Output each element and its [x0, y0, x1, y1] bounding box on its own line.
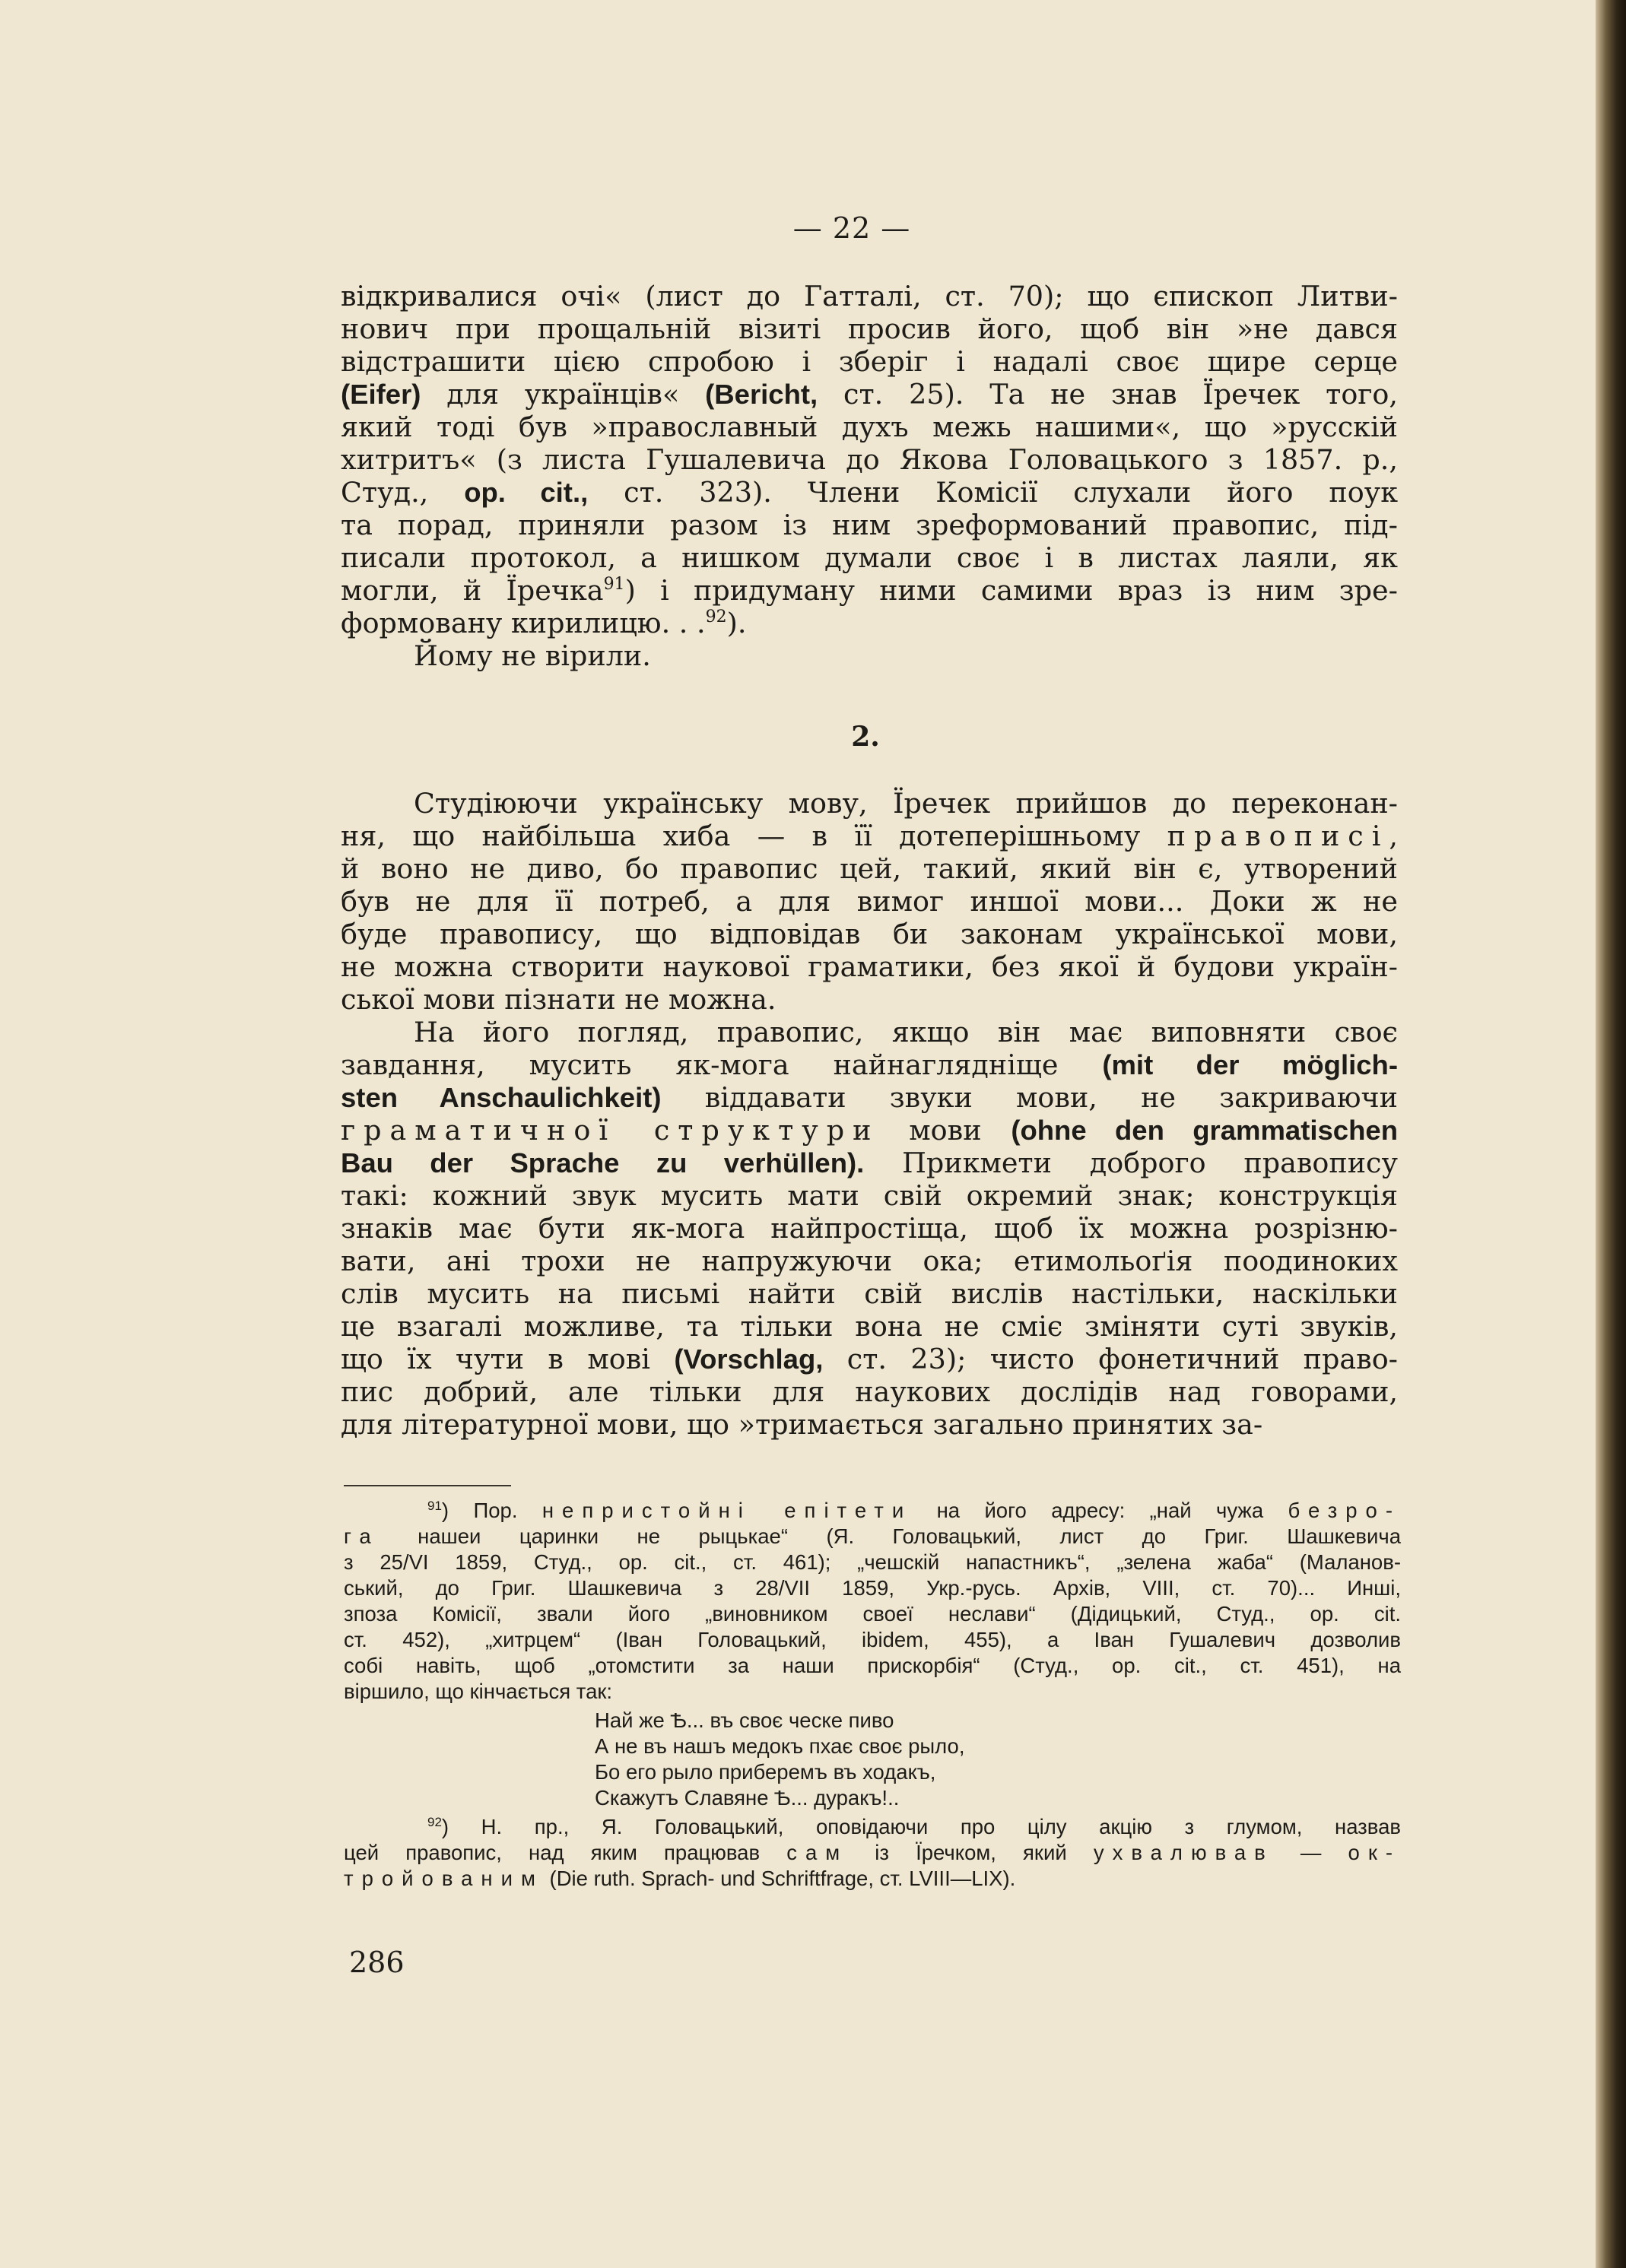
text-line	[344, 1840, 1401, 1866]
text-line	[341, 1277, 1398, 1310]
footnote-number: 92	[427, 1815, 442, 1829]
text-run: ) Н. пр., Я. Головацький, оповідаючи про цілу акцію з глумом, назвав	[441, 1815, 1401, 1838]
text-run: Студ.,	[341, 476, 465, 509]
text-line	[341, 509, 1398, 541]
text-run: ня, що найбільша хиба — в її дотеперішньому	[341, 820, 1167, 852]
text-run: (Die ruth. Sprach- und Schriftfrage, ст. LVIII—LIX).	[543, 1867, 1016, 1890]
latin-term: (ohne den grammatischen	[1011, 1115, 1399, 1146]
text-line	[341, 918, 1398, 950]
text-run: могли, й Їречка	[341, 574, 604, 607]
spaced-emphasis: тройованим	[344, 1867, 544, 1890]
text-run: ської мови пізнати не можна.	[341, 983, 776, 1016]
text-line	[341, 1081, 1398, 1114]
text-run: ).	[726, 607, 747, 639]
text-run: слів мусить на письмі найти свій вислів настільки, наскільки	[341, 1277, 1398, 1310]
footnote-ref: 91	[603, 575, 625, 594]
text-line	[344, 1866, 1401, 1892]
text-line	[341, 607, 1398, 639]
text-run: цей правопис, над яким працював	[344, 1841, 787, 1864]
text-run: для літературної мови, що »тримається загально принятих за-	[341, 1408, 1263, 1441]
text-line	[341, 1343, 1398, 1375]
text-line	[344, 1498, 1401, 1524]
section-number: 2.	[851, 721, 880, 753]
footnote-ref: 92	[705, 607, 727, 626]
text-line	[341, 345, 1398, 378]
text-run: буде правопису, що відповідав би законам української мови,	[341, 918, 1398, 950]
text-line	[341, 983, 1398, 1016]
text-run: нашеи царинки не рыцькае“ (Я. Головацький, лист до Григ. Шашкевича	[379, 1524, 1401, 1548]
spaced-emphasis: граматичної структури	[341, 1114, 880, 1147]
verse-line: А не въ нашъ медокъ пхає своє рыло,	[595, 1734, 965, 1758]
text-run: із Їречком, який	[848, 1841, 1094, 1864]
latin-term: (Vorschlag,	[674, 1343, 824, 1375]
text-run: ський, до Григ. Шашкевича з 28/VII 1859, Укр.-русь. Архів, VIII, ст. 70)... Инші,	[344, 1576, 1401, 1600]
book-spine-shadow	[1596, 0, 1626, 2268]
text-line	[341, 1245, 1398, 1277]
text-run: з 25/VI 1859, Студ., op. cit., ст. 461); „чешскій напастникъ“, „зелена жаба“ (Маланов-	[344, 1550, 1401, 1574]
text-line	[341, 1114, 1398, 1147]
verse-quote	[595, 1708, 1401, 1811]
text-run: нович при прощальній візиті просив його, щоб він »не дався	[341, 312, 1398, 345]
spaced-emphasis: га	[344, 1524, 380, 1548]
text-line	[344, 1575, 1401, 1601]
spaced-emphasis: безро-	[1288, 1499, 1402, 1522]
text-line	[344, 1601, 1401, 1627]
text-line	[341, 950, 1398, 983]
text-run: віддавати звуки мови, не закриваючи	[661, 1081, 1398, 1114]
text-run: На його погляд, правопис, якщо він має виповняти своє	[414, 1016, 1398, 1048]
latin-term: op. cit.,	[464, 477, 589, 508]
text-line	[341, 852, 1398, 885]
text-run: знаків має бути як-мога найпростіща, щоб їх можна розрізню-	[341, 1212, 1398, 1245]
text-line	[341, 443, 1398, 476]
text-run: що їх чути в мові	[341, 1343, 675, 1375]
text-run: формовану кирилицю. . .	[341, 607, 706, 639]
text-line	[341, 1375, 1398, 1408]
text-run: Прикмети доброго правопису	[864, 1147, 1398, 1179]
footnote-92	[344, 1814, 1401, 1892]
footnotes	[344, 1498, 1401, 1892]
text-line	[341, 378, 1398, 411]
text-run: відкривалися очі« (лист до Гатталі, ст. 70); що єпископ Литви-	[341, 280, 1398, 312]
text-line	[341, 1310, 1398, 1343]
text-line	[344, 1653, 1401, 1679]
text-line	[341, 820, 1398, 852]
text-run: ) Пор.	[441, 1499, 542, 1522]
spaced-emphasis: ухвалював	[1093, 1841, 1274, 1864]
spaced-emphasis: ок-	[1348, 1841, 1402, 1864]
text-run: це взагалі можливе, та тільки вона не сміє зміняти суті звуків,	[341, 1310, 1398, 1343]
text-run: й воно не диво, бо правопис цей, такий, який він є, утворений	[341, 852, 1398, 885]
text-run: такі: кожний звук мусить мати свій окремий знак; конструкція	[341, 1179, 1398, 1212]
text-line	[341, 541, 1398, 574]
text-run: хитритъ« (з листа Гушалевича до Якова Головацького з 1857. р.,	[341, 443, 1398, 476]
verse-line: Скажутъ Славяне Ѣ... дуракъ!..	[595, 1786, 900, 1810]
short-line: Йому не вірили.	[414, 639, 651, 672]
text-run: відстрашити цією спробою і зберіг і надалі своє щире серце	[341, 345, 1398, 378]
text-line	[341, 885, 1398, 918]
paragraph-2	[341, 787, 1398, 1441]
text-line	[341, 1016, 1398, 1048]
text-run: ст. 25). Та не знав Їречек того,	[818, 378, 1399, 411]
text-line	[341, 574, 1398, 607]
text-run: ст. 23); чисто фонетичний право-	[823, 1343, 1398, 1375]
text-run: вати, ані трохи не напружуючи ока; етимольоґія поодиноких	[341, 1245, 1398, 1277]
text-line	[341, 312, 1398, 345]
text-line	[341, 1212, 1398, 1245]
latin-term: (Eifer)	[341, 379, 421, 410]
text-run: Студіюючи українську мову, Їречек прийшов до переконан-	[414, 787, 1398, 820]
latin-term: Bau der Sprache zu verhüllen).	[341, 1147, 865, 1178]
latin-term: (Bericht,	[705, 379, 818, 410]
text-line	[344, 1627, 1401, 1653]
text-line	[341, 1147, 1398, 1179]
verse-line: Най же Ѣ... въ своє ческе пиво	[595, 1708, 894, 1732]
text-line	[341, 411, 1398, 443]
text-run: ) і придуману ними самими враз із ним зре-	[624, 574, 1398, 607]
text-line	[341, 476, 1398, 509]
spaced-emphasis: сам	[786, 1841, 849, 1864]
text-line	[341, 280, 1398, 312]
text-run: на його адресу: „най чужа	[912, 1499, 1288, 1522]
text-line	[344, 1814, 1401, 1840]
text-run: завдання, мусить як-мога найнаглядніще	[341, 1048, 1103, 1081]
text-run: —	[1273, 1841, 1348, 1864]
latin-term: (mit der möglich-	[1102, 1049, 1398, 1080]
paragraph-1	[341, 280, 1398, 672]
text-run: не можна створити наукової граматики, без якої й будови україн-	[341, 950, 1398, 983]
spaced-emphasis: непристойні епітети	[541, 1499, 913, 1522]
text-line	[344, 1679, 1401, 1705]
footnote-rule	[344, 1485, 511, 1486]
text-run: ,	[1389, 820, 1398, 852]
paragraph-1-lines	[341, 280, 1398, 639]
spaced-emphasis: правописі	[1167, 820, 1389, 852]
text-line	[341, 1048, 1398, 1081]
text-run: ст. 323). Члени Комісії слухали його поук	[588, 476, 1399, 509]
text-run: був не для її потреб, а для вимог иншої мови... Доки ж не	[341, 885, 1398, 918]
text-run: віршило, що кінчається так:	[344, 1680, 613, 1703]
text-run: для українців«	[421, 378, 706, 411]
running-head: — 22 —	[792, 211, 911, 245]
text-run: та порад, приняли разом із ним зреформований правопис, під-	[341, 509, 1398, 541]
text-line	[341, 1179, 1398, 1212]
text-run: зпоза Комісії, звали його „виновником своеї неслави“ (Дідицький, Студ., op. cit.	[344, 1602, 1401, 1626]
text-line	[344, 1550, 1401, 1575]
footnote-number: 91	[427, 1499, 442, 1513]
text-run: пис добрий, але тільки для наукових дослідів над говорами,	[341, 1375, 1398, 1408]
text-run: ст. 452), „хитрцем“ (Іван Головацький, ibidem, 455), а Іван Гушалевич дозволив	[344, 1628, 1401, 1651]
text-line	[341, 787, 1398, 820]
footnote-91	[344, 1498, 1401, 1705]
verse-line: Бо его рыло приберемъ въ ходакъ,	[595, 1760, 936, 1784]
paragraph-2-lines	[341, 787, 1398, 1016]
page-number: 286	[349, 1946, 405, 1979]
text-run: писали протокол, а нишком думали своє і в листах лаяли, як	[341, 541, 1398, 574]
text-run: собі навіть, щоб „отомстити за наши прискорбія“ (Студ., op. cit., ст. 451), на	[344, 1654, 1401, 1677]
paragraph-3-lines	[341, 1016, 1398, 1441]
text-line	[341, 1408, 1398, 1441]
text-run: мови	[879, 1114, 1011, 1147]
text-line	[344, 1524, 1401, 1550]
latin-term: sten Anschaulichkeit)	[341, 1082, 662, 1113]
text-run: який тоді був »православный духъ межь нашими«, що »русскій	[341, 411, 1398, 443]
